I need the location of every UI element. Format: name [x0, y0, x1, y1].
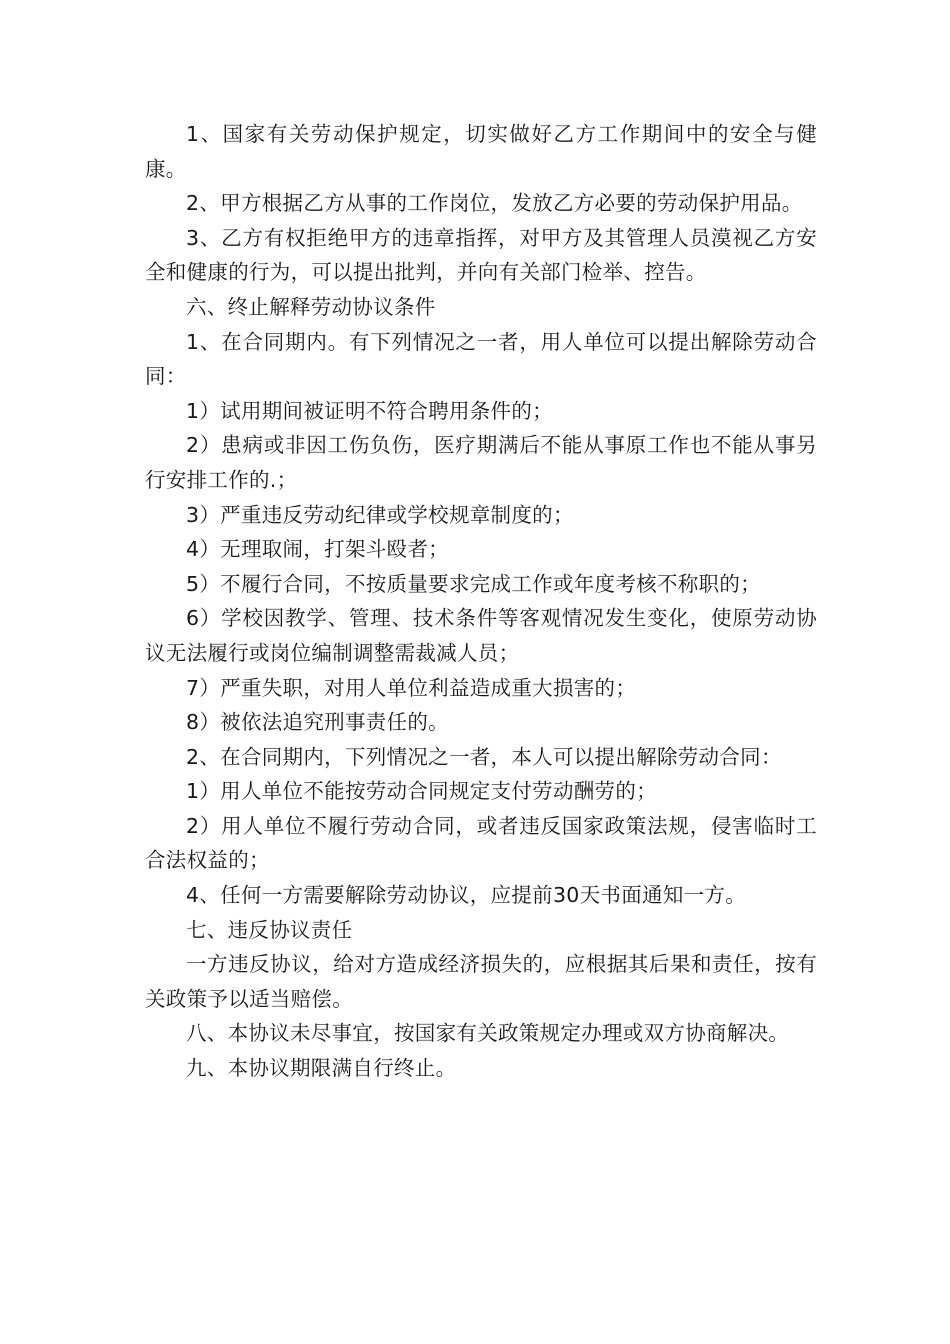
paragraph-1: 1、国家有关劳动保护规定，切实做好乙方工作期间中的安全与健康。 — [145, 122, 817, 181]
paragraph-3: 3、乙方有权拒绝甲方的违章指挥，对甲方及其管理人员漠视乙方安全和健康的行为，可以提出批判，并向有关部门检举、控告。 — [145, 225, 817, 285]
section-heading-9: 九、本协议期限满自行终止。 — [186, 1056, 457, 1081]
list-item-3: 3）严重违反劳动纪律或学校规章制度的； — [186, 502, 574, 527]
list-item-employee-2: 2）用人单位不履行劳动合同，或者违反国家政策法规，侵害临时工合法权益的； — [145, 813, 817, 873]
paragraph-17: 4、任何一方需要解除劳动协议，应提前30天书面通知一方。 — [186, 883, 747, 908]
list-item-8: 8）被依法追究刑事责任的。 — [186, 710, 449, 735]
list-item-4: 4）无理取闹，打架斗殴者； — [186, 537, 449, 562]
paragraph-19: 一方违反协议，给对方造成经济损失的，应根据其后果和责任，按有关政策予以适当赔偿。 — [145, 952, 817, 1011]
list-item-employee-1: 1）用人单位不能按劳动合同规定支付劳动酬劳的； — [186, 779, 657, 804]
list-item-5: 5）不履行合同，不按质量要求完成工作或年度考核不称职的； — [186, 571, 761, 596]
paragraph-2: 2、甲方根据乙方从事的工作岗位，发放乙方必要的劳动保护用品。 — [186, 191, 803, 216]
document-body — [145, 117, 817, 1086]
section-heading-8: 八、本协议未尽事宜，按国家有关政策规定办理或双方协商解决。 — [186, 1021, 790, 1046]
section-heading-7: 七、违反协议责任 — [186, 917, 353, 942]
section-heading-6: 六、终止解释劳动协议条件 — [186, 294, 436, 319]
paragraph-5: 1、在合同期内。有下列情况之一者，用人单位可以提出解除劳动合同： — [145, 329, 817, 389]
list-item-2: 2）患病或非因工伤负伤，医疗期满后不能从事原工作也不能从事另行安排工作的.； — [145, 433, 817, 492]
paragraph-14: 2、在合同期内，下列情况之一者，本人可以提出解除劳动合同： — [186, 744, 782, 769]
list-item-1: 1）试用期间被证明不符合聘用条件的； — [186, 398, 553, 423]
list-item-6: 6）学校因教学、管理、技术条件等客观情况发生变化，使原劳动协议无法履行或岗位编制调整需裁减人员； — [145, 606, 817, 665]
list-item-7: 7）严重失职，对用人单位利益造成重大损害的； — [186, 675, 637, 700]
